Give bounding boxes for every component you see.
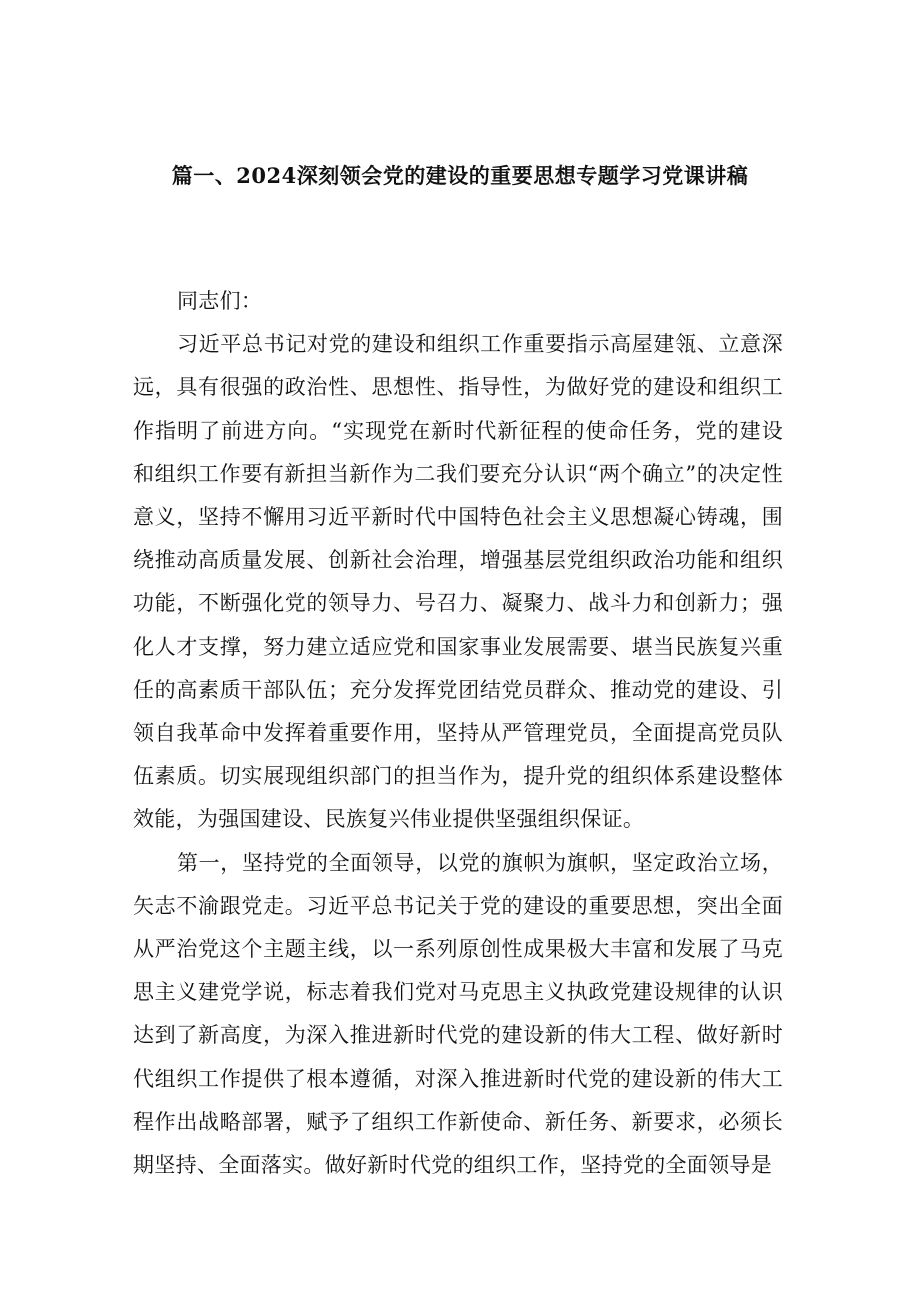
paragraph-1: 习近平总书记对党的建设和组织工作重要指示高屋建瓴、立意深远，具有很强的政治性、思想性、指导性，为做好党的建设和组织工作指明了前进方向。“实现党在新时代新征程的使命任务，党的建设和组织工作要有新担当新作为二我们要充分认识“两个确立”的决定性意义，坚持不懈用习近平新时代中国特色社会主义思想凝心铸魂，围绕推动高质量发展、创新社会治理，增强基层党组织政治功能和组织功能，不断强化党的领导力、号召力、凝聚力、战斗力和创新力；强化人才支撑，努力建立适应党和国家事业发展需要、堪当民族复兴重任的高素质干部队伍；充分发挥党团结党员群众、推动党的建设、引领自我革命中发挥着重要作用，坚持从严管理党员，全面提高党员队伍素质。切实展现组织部门的担当作为，提升党的组织体系建设整体效能，为强国建设、民族复兴伟业提供坚强组织保证。 bbox=[133, 332, 783, 832]
paragraph-2: 第一，坚持党的全面领导，以党的旗帜为旗帜，坚定政治立场，矢志不渝跟党走。习近平总书记关于党的建设的重要思想，突出全面从严治党这个主题主线，以一系列原创性成果极大丰富和发展了马克思主义建党学说，标志着我们党对马克思主义执政党建设规律的认识达到了新高度，为深入推进新时代党的建设新的伟大工程、做好新时代组织工作提供了根本遵循，对深入推进新时代党的建设新的伟大工程作出战略部署，赋予了组织工作新使命、新任务、新要求，必须长期坚持、全面落实。做好新时代党的组织工作，坚持党的全面领导是 bbox=[133, 850, 783, 1178]
salutation: 同志们： bbox=[177, 289, 263, 313]
document-title: 篇一、2024深刻领会党的建设的重要思想专题学习党课讲稿 bbox=[171, 163, 749, 188]
document-body bbox=[133, 280, 783, 1187]
